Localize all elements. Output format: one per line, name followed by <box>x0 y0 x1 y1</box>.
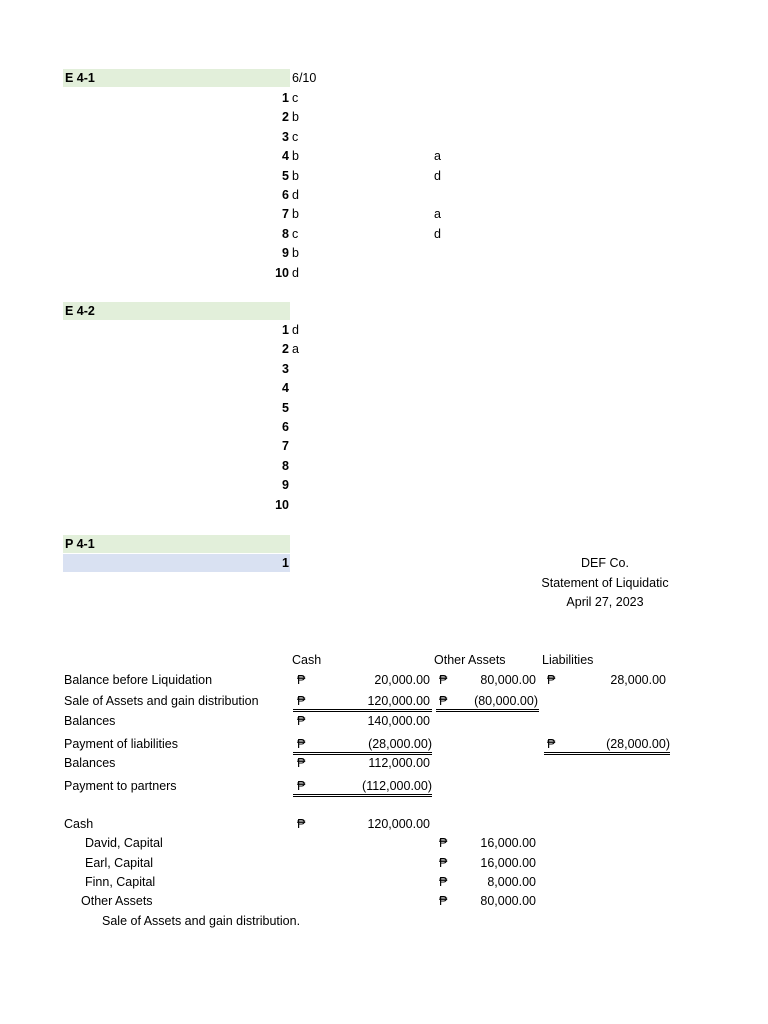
correct-answer-note: a <box>434 149 441 164</box>
cash-amount: 112,000.00 <box>368 756 430 770</box>
other-assets-amount: (80,000.00) <box>474 694 538 708</box>
cash-amount: 20,000.00 <box>374 673 430 687</box>
peso-sign: ₱ <box>439 673 448 687</box>
question-number: 4 <box>282 149 289 164</box>
answer-choice: b <box>292 207 299 222</box>
cash-amount: 120,000.00 <box>367 694 430 708</box>
question-number: 6 <box>282 420 289 434</box>
question-number: 5 <box>282 168 289 183</box>
question-number: 3 <box>282 361 289 376</box>
peso-sign: ₱ <box>439 856 448 870</box>
question-number: 9 <box>282 246 289 261</box>
peso-sign: ₱ <box>547 673 556 687</box>
p41-header-bar <box>63 535 290 553</box>
peso-sign: ₱ <box>297 779 306 793</box>
row-label: Balances <box>64 714 116 728</box>
statement-date: April 27, 2023 <box>566 595 644 609</box>
answer-choice: d <box>292 188 299 202</box>
e42-header-bar <box>63 302 290 320</box>
column-header-other-assets: Other Assets <box>434 653 506 667</box>
question-number: 8 <box>282 226 289 241</box>
statement-company: DEF Co. <box>581 556 629 570</box>
question-number: 3 <box>282 129 289 144</box>
column-header-cash: Cash <box>292 653 322 667</box>
peso-sign: ₱ <box>297 737 306 751</box>
answer-choice: b <box>292 149 299 164</box>
answer-choice: c <box>292 129 299 144</box>
journal-credit-amount: 80,000.00 <box>480 894 536 908</box>
e41-label: E 4-1 <box>65 71 95 85</box>
answer-choice: c <box>292 226 299 241</box>
answer-choice: b <box>292 246 299 261</box>
correct-answer-note: d <box>434 226 441 241</box>
peso-sign: ₱ <box>547 737 556 751</box>
liabilities-amount: (28,000.00) <box>606 737 670 751</box>
journal-debit-account: Cash <box>64 817 94 831</box>
question-number: 10 <box>275 497 289 512</box>
answer-choice: c <box>292 91 299 105</box>
row-label: Payment to partners <box>64 779 177 793</box>
row-label: Payment of liabilities <box>64 737 178 751</box>
p41-selected-row[interactable] <box>63 554 290 572</box>
question-number: 7 <box>282 439 289 454</box>
answer-choice: d <box>292 265 299 280</box>
cash-amount: (28,000.00) <box>368 737 432 751</box>
journal-credit-amount: 16,000.00 <box>480 856 536 870</box>
other-assets-amount: 80,000.00 <box>480 673 536 687</box>
e42-label: E 4-2 <box>65 304 95 318</box>
question-number: 5 <box>282 400 289 415</box>
cash-amount: (112,000.00) <box>362 779 432 793</box>
row-label: Balance before Liquidation <box>64 673 213 687</box>
answer-choice: b <box>292 168 299 183</box>
question-number: 10 <box>275 265 289 280</box>
question-number: 4 <box>282 381 289 396</box>
row-label: Sale of Assets and gain distribution <box>64 694 259 708</box>
question-number: 2 <box>282 342 289 357</box>
journal-credit-amount: 16,000.00 <box>480 836 536 850</box>
peso-sign: ₱ <box>297 694 306 708</box>
peso-sign: ₱ <box>439 836 448 850</box>
e41-header-bar <box>63 69 290 87</box>
e41-score: 6/10 <box>292 71 317 85</box>
answer-choice: b <box>292 110 299 125</box>
answer-choice: a <box>292 342 299 357</box>
peso-sign: ₱ <box>439 875 448 889</box>
correct-answer-note: a <box>434 207 441 222</box>
question-number: 2 <box>282 110 289 125</box>
question-number: 1 <box>282 323 289 337</box>
liabilities-amount: 28,000.00 <box>610 673 666 687</box>
p41-label: P 4-1 <box>65 537 95 551</box>
question-number: 6 <box>282 188 289 202</box>
p41-number: 1 <box>282 556 289 570</box>
journal-explanation: Sale of Assets and gain distribution. <box>102 914 301 928</box>
peso-sign: ₱ <box>439 894 448 908</box>
peso-sign: ₱ <box>297 673 306 687</box>
question-number: 8 <box>282 458 289 473</box>
correct-answer-note: d <box>434 168 441 183</box>
cash-amount: 140,000.00 <box>367 714 430 728</box>
journal-debit-amount: 120,000.00 <box>367 817 430 831</box>
journal-credit-account: David, Capital <box>85 836 163 850</box>
answer-choice: d <box>292 323 299 337</box>
question-number: 1 <box>282 91 289 105</box>
row-label: Balances <box>64 756 116 770</box>
peso-sign: ₱ <box>297 817 306 831</box>
statement-title: Statement of Liquidatic <box>541 576 669 590</box>
column-header-liabilities: Liabilities <box>542 653 594 667</box>
peso-sign: ₱ <box>439 694 448 708</box>
question-number: 7 <box>282 207 289 222</box>
journal-credit-account: Finn, Capital <box>85 875 156 889</box>
journal-credit-amount: 8,000.00 <box>487 875 536 889</box>
journal-credit-account: Earl, Capital <box>85 856 154 870</box>
peso-sign: ₱ <box>297 714 306 728</box>
question-number: 9 <box>282 478 289 493</box>
peso-sign: ₱ <box>297 756 306 770</box>
journal-credit-account: Other Assets <box>81 894 153 908</box>
